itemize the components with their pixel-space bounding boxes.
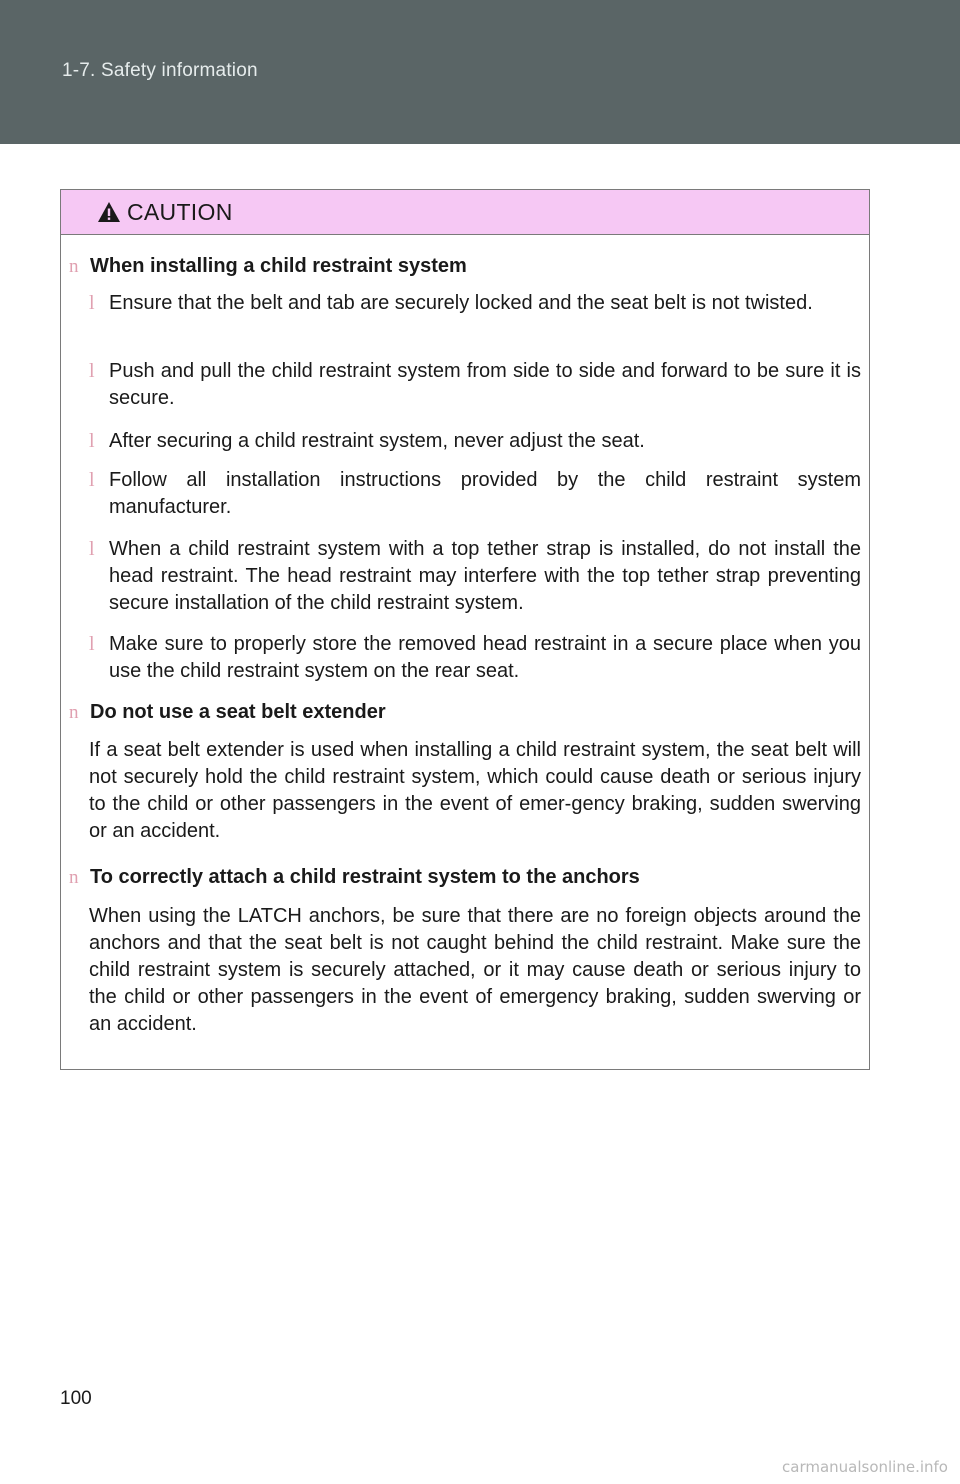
section-bullet: n (69, 867, 79, 888)
header-band (0, 0, 960, 144)
section-bullet: n (69, 256, 79, 277)
list-item (89, 467, 861, 521)
section-heading-text: When installing a child restraint system (90, 255, 467, 277)
page-number: 100 (60, 1388, 92, 1409)
caution-header (61, 190, 869, 235)
section-bullet: n (69, 702, 79, 723)
item-bullet: l (89, 469, 95, 491)
warning-triangle-icon (97, 201, 121, 223)
section-title: 1-7. Safety information (62, 60, 258, 81)
section-heading (69, 864, 861, 891)
item-bullet: l (89, 538, 95, 560)
section-paragraph: If a seat belt extender is used when installing a child restraint system, the seat belt will not securely hold the child restraint system, which could cause death or serious injury to the child or other passengers in the event of emer-gency braking, sudden swerving or an accident. (89, 739, 861, 842)
section-heading-text: Do not use a seat belt extender (90, 701, 386, 723)
list-item (89, 631, 861, 685)
item-bullet: l (89, 633, 95, 655)
watermark: carmanualsonline.info (782, 1458, 948, 1476)
item-bullet: l (89, 430, 95, 452)
caution-title: CAUTION (127, 199, 233, 225)
item-text: Push and pull the child restraint system from side to side and forward to be sure it is secure. (109, 360, 861, 409)
list-item (89, 536, 861, 617)
list-item (89, 428, 861, 455)
section-paragraph: When using the LATCH anchors, be sure that there are no foreign objects around the anchors and that the seat belt is not caught behind the child restraint. Make sure the child restraint system is securely attached, or it may cause death or serious injury to the child or other passengers in the event of emergency braking, sudden swerving or an accident. (89, 905, 861, 1035)
list-item (89, 358, 861, 412)
list-item (89, 290, 861, 317)
item-text: Make sure to properly store the removed head restraint in a secure place when you use the child restraint system on the rear seat. (109, 633, 861, 682)
caution-box (60, 189, 870, 1070)
item-text: After securing a child restraint system, never adjust the seat. (109, 430, 645, 452)
item-bullet: l (89, 292, 95, 314)
section-heading (69, 699, 861, 726)
item-text: Follow all installation instructions provided by the child restraint system manufacturer. (109, 469, 861, 518)
section-heading-text: To correctly attach a child restraint system to the anchors (90, 866, 640, 888)
item-bullet: l (89, 360, 95, 382)
item-text: Ensure that the belt and tab are securely locked and the seat belt is not twisted. (109, 292, 813, 314)
section-heading (69, 253, 861, 280)
item-text: When a child restraint system with a top tether strap is installed, do not install the head restraint. The head restraint may interfere with the top tether strap preventing secure installation of the child restraint system. (109, 538, 861, 614)
